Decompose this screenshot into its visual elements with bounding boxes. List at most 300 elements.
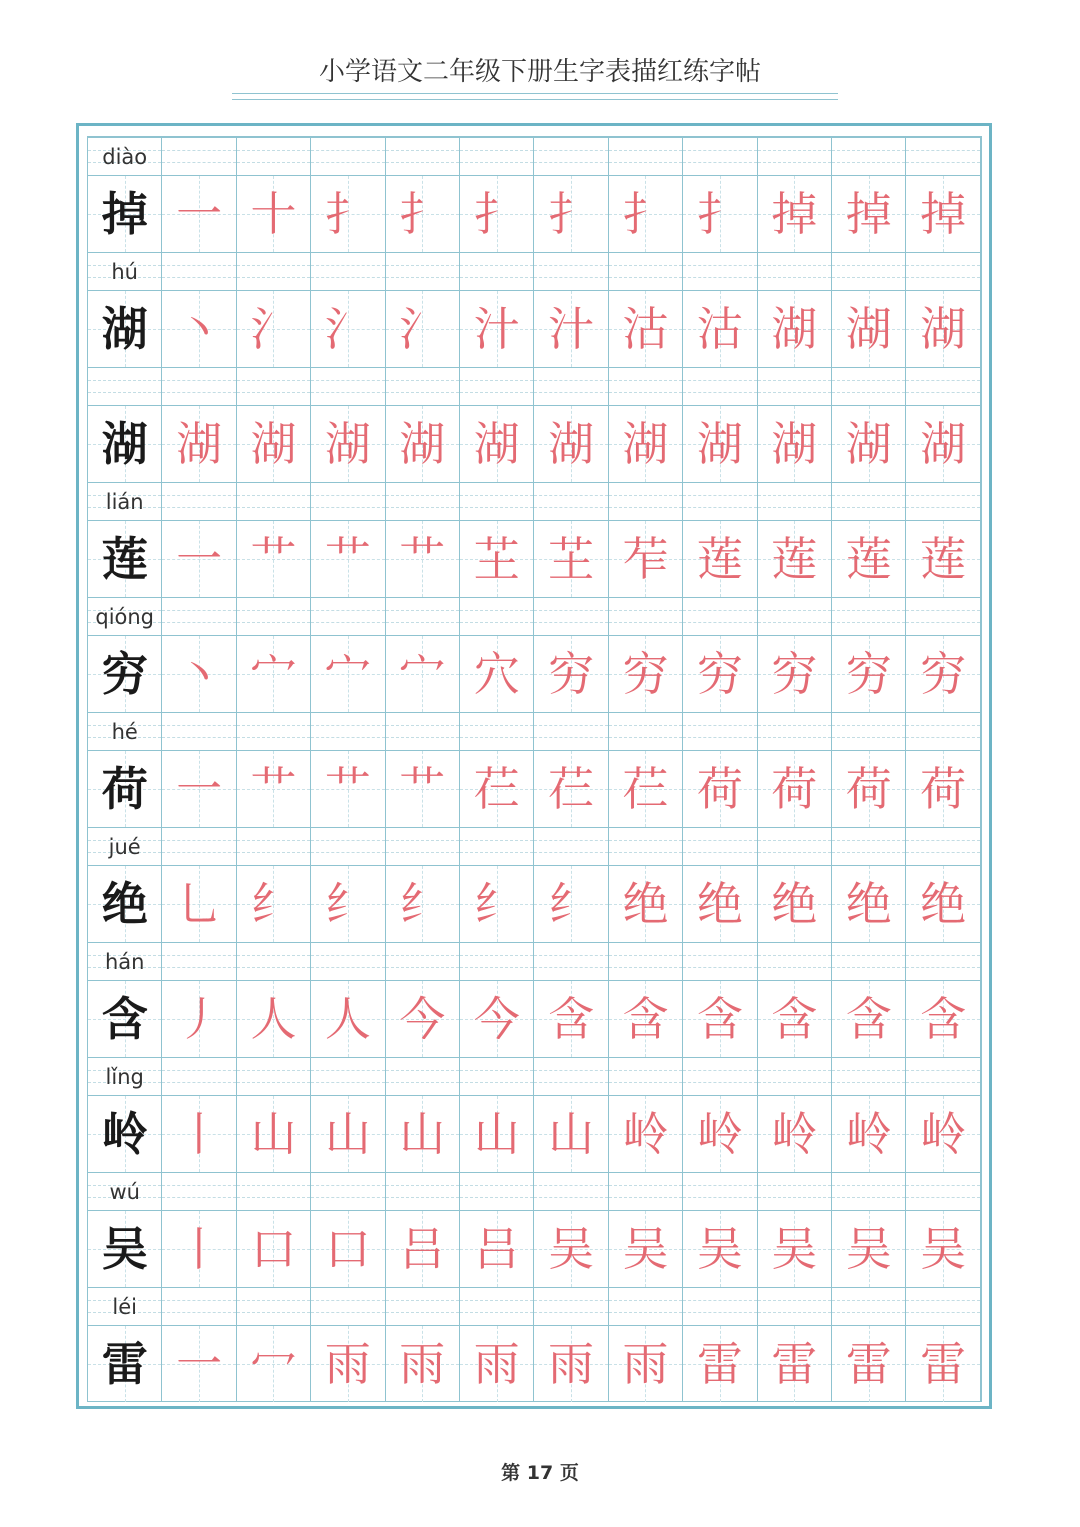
tracing-cell [237,1325,311,1402]
tracing-cell [237,405,311,482]
tracing-cell [832,750,906,827]
pinyin-guide-cell [534,252,608,290]
trace-character: 芢 [548,762,595,816]
trace-character: 山 [250,1107,297,1161]
pinyin-guide-cell [386,1287,460,1325]
practice-sheet [76,123,992,1409]
model-character-cell [88,980,162,1057]
trace-character: 吴 [622,1222,669,1276]
pinyin-label: hán [104,949,145,974]
trace-character: 雨 [548,1337,595,1391]
pinyin-guide-cell [534,1057,608,1095]
model-character-cell [88,1325,162,1402]
trace-character: 绝 [920,877,967,931]
pinyin-guide-cell [832,1172,906,1210]
trace-character: 湖 [548,417,595,471]
pinyin-guide-cell [311,827,385,865]
trace-character: 岭 [622,1107,669,1161]
pinyin-guide-cell [758,1057,832,1095]
tracing-cell [162,520,236,597]
trace-character: 纟 [399,877,446,931]
tracing-cell [534,1325,608,1402]
tracing-cell [609,865,683,942]
tracing-cell [162,865,236,942]
tracing-cell [386,290,460,367]
tracing-cell [237,290,311,367]
tracing-cell [832,520,906,597]
pinyin-guide-cell [683,137,757,175]
pinyin-guide-cell [162,1172,236,1210]
pinyin-guide-cell [906,942,980,980]
tracing-cell [460,520,534,597]
trace-character: 丶 [176,302,223,356]
tracing-cell [758,1095,832,1172]
tracing-cell [386,1210,460,1287]
model-character-cell [88,405,162,482]
tracing-cell [386,1325,460,1402]
pinyin-guide-cell [162,1057,236,1095]
pinyin-guide-cell [683,1057,757,1095]
trace-character: 荷 [920,762,967,816]
pinyin-cell [88,482,162,520]
pinyin-label: lǐng [105,1064,144,1089]
trace-character: 雨 [324,1337,371,1391]
trace-character: 吕 [473,1222,520,1276]
pinyin-row [88,597,981,635]
trace-character: 穷 [845,647,892,701]
pinyin-guide-cell [683,252,757,290]
trace-character: 乚 [176,877,223,931]
character-row [88,175,981,252]
pinyin-label: diào [102,144,148,169]
tracing-cell [386,1095,460,1172]
model-character: 含 [101,992,148,1046]
pinyin-guide-cell [237,597,311,635]
pinyin-guide-cell [534,712,608,750]
tracing-cell [237,635,311,712]
tracing-cell [386,405,460,482]
tracing-cell [162,635,236,712]
trace-character: 穷 [622,647,669,701]
pinyin-cell [88,597,162,635]
pinyin-guide-cell [609,1287,683,1325]
trace-character: 艹 [399,762,446,816]
tracing-cell [386,865,460,942]
tracing-cell [534,865,608,942]
pinyin-cell [88,252,162,290]
trace-character: 湖 [920,302,967,356]
pinyin-guide-cell [832,827,906,865]
pinyin-guide-cell [534,1287,608,1325]
trace-character: 纟 [324,877,371,931]
pinyin-guide-cell [683,1287,757,1325]
tracing-cell [311,865,385,942]
pinyin-guide-cell [311,1057,385,1095]
tracing-cell [832,290,906,367]
trace-character: 苲 [622,532,669,586]
trace-character: 雷 [696,1337,743,1391]
tracing-cell [906,750,980,827]
pinyin-guide-cell [758,712,832,750]
trace-character: 宀 [324,647,371,701]
trace-character: 芢 [473,762,520,816]
pinyin-guide-cell [386,712,460,750]
pinyin-guide-cell [758,597,832,635]
pinyin-guide-cell [906,1287,980,1325]
trace-character: 荷 [696,762,743,816]
pinyin-label: lián [105,489,144,514]
pinyin-guide-cell [386,942,460,980]
trace-character: 湖 [771,417,818,471]
trace-character: 扌 [622,187,669,241]
pinyin-guide-cell [758,137,832,175]
pinyin-guide-cell [237,1057,311,1095]
character-row [88,520,981,597]
tracing-cell [758,750,832,827]
pinyin-guide-cell [311,367,385,405]
tracing-cell [534,405,608,482]
pinyin-guide-cell [386,827,460,865]
trace-character: 绝 [845,877,892,931]
pinyin-guide-cell [460,1172,534,1210]
trace-character: 一 [176,762,223,816]
trace-character: 湖 [845,417,892,471]
trace-character: 吕 [399,1222,446,1276]
tracing-cell [609,175,683,252]
trace-character: 湖 [473,417,520,471]
trace-character: 芏 [473,532,520,586]
trace-character: 氵 [250,302,297,356]
trace-character: 丨 [176,1107,223,1161]
trace-character: 湖 [622,417,669,471]
tracing-cell [534,175,608,252]
tracing-cell [237,750,311,827]
pinyin-cell [88,1287,162,1325]
tracing-cell [534,750,608,827]
trace-character: 湖 [696,417,743,471]
model-character: 湖 [101,302,148,356]
tracing-cell [832,405,906,482]
tracing-cell [162,405,236,482]
tracing-cell [311,520,385,597]
tracing-cell [460,750,534,827]
model-character: 湖 [101,417,148,471]
pinyin-guide-cell [832,597,906,635]
tracing-cell [311,175,385,252]
tracing-cell [162,175,236,252]
tracing-cell [906,635,980,712]
trace-character: 岭 [920,1107,967,1161]
pinyin-row [88,1287,981,1325]
tracing-cell [162,1325,236,1402]
pinyin-guide-cell [758,827,832,865]
tracing-cell [683,1210,757,1287]
tracing-cell [758,980,832,1057]
model-character: 绝 [101,877,148,931]
pinyin-guide-cell [237,1287,311,1325]
tracing-cell [386,520,460,597]
trace-character: 吴 [696,1222,743,1276]
trace-character: 扌 [548,187,595,241]
trace-character: 含 [548,992,595,1046]
pinyin-row [88,252,981,290]
trace-character: 氵 [399,302,446,356]
title-underline [232,93,838,100]
pinyin-row [88,942,981,980]
tracing-cell [460,290,534,367]
trace-character: 莲 [920,532,967,586]
tracing-cell [609,1325,683,1402]
model-character-cell [88,520,162,597]
trace-character: 岭 [771,1107,818,1161]
trace-character: 穷 [548,647,595,701]
tracing-cell [758,520,832,597]
trace-character: 掉 [771,187,818,241]
trace-character: 口 [324,1222,371,1276]
tracing-cell [683,1325,757,1402]
pinyin-guide-cell [832,367,906,405]
model-character-cell [88,1210,162,1287]
pinyin-guide-cell [906,1057,980,1095]
pinyin-cell [88,1057,162,1095]
pinyin-guide-cell [609,827,683,865]
tracing-cell [906,175,980,252]
tracing-cell [683,1095,757,1172]
pinyin-guide-cell [534,482,608,520]
pinyin-guide-cell [609,482,683,520]
trace-character: 一 [176,1337,223,1391]
tracing-cell [534,635,608,712]
tracing-cell [460,1325,534,1402]
trace-character: 湖 [324,417,371,471]
tracing-cell [237,520,311,597]
tracing-cell [534,520,608,597]
pinyin-guide-cell [906,597,980,635]
pinyin-guide-cell [534,942,608,980]
trace-character: 穷 [771,647,818,701]
tracing-cell [683,635,757,712]
trace-character: 雨 [473,1337,520,1391]
pinyin-cell [88,367,162,405]
character-row [88,750,981,827]
tracing-cell [758,405,832,482]
pinyin-row [88,827,981,865]
pinyin-guide-cell [386,1057,460,1095]
trace-character: 雷 [771,1337,818,1391]
trace-character: 丶 [176,647,223,701]
trace-character: 艹 [399,532,446,586]
tracing-cell [311,1095,385,1172]
tracing-cell [534,290,608,367]
tracing-cell [609,1095,683,1172]
pinyin-guide-cell [386,137,460,175]
tracing-cell [460,1210,534,1287]
tracing-cell [237,1095,311,1172]
pinyin-guide-cell [758,942,832,980]
trace-character: 山 [548,1107,595,1161]
pinyin-guide-cell [534,1172,608,1210]
trace-character: 芏 [548,532,595,586]
trace-character: 湖 [250,417,297,471]
model-character: 掉 [101,187,148,241]
character-row [88,290,981,367]
pinyin-guide-cell [386,1172,460,1210]
model-character-cell [88,865,162,942]
pinyin-guide-cell [832,482,906,520]
trace-character: 雨 [399,1337,446,1391]
pinyin-guide-cell [534,367,608,405]
character-row [88,405,981,482]
trace-character: 湖 [771,302,818,356]
trace-character: 吴 [771,1222,818,1276]
pinyin-guide-cell [460,482,534,520]
trace-character: 雷 [845,1337,892,1391]
tracing-cell [609,980,683,1057]
trace-character: 艹 [250,532,297,586]
pinyin-guide-cell [460,367,534,405]
pinyin-guide-cell [906,1172,980,1210]
tracing-cell [311,405,385,482]
pinyin-guide-cell [534,597,608,635]
pinyin-guide-cell [609,597,683,635]
tracing-cell [609,1210,683,1287]
tracing-cell [460,1095,534,1172]
character-row [88,865,981,942]
pinyin-guide-cell [758,1287,832,1325]
pinyin-guide-cell [683,827,757,865]
trace-character: 口 [250,1222,297,1276]
pinyin-guide-cell [237,712,311,750]
tracing-cell [460,405,534,482]
tracing-cell [832,980,906,1057]
pinyin-guide-cell [906,827,980,865]
tracing-cell [311,980,385,1057]
pinyin-cell [88,712,162,750]
page-title: 小学语文二年级下册生字表描红练字帖 [318,57,761,87]
pinyin-guide-cell [906,137,980,175]
pinyin-guide-cell [311,137,385,175]
pinyin-guide-cell [683,597,757,635]
tracing-cell [237,865,311,942]
tracing-cell [609,405,683,482]
pinyin-guide-cell [758,252,832,290]
pinyin-guide-cell [311,1172,385,1210]
trace-character: 扌 [696,187,743,241]
tracing-cell [162,290,236,367]
pinyin-guide-cell [460,137,534,175]
trace-character: 山 [473,1107,520,1161]
trace-character: 穷 [696,647,743,701]
pinyin-guide-cell [237,942,311,980]
tracing-cell [832,1210,906,1287]
tracing-cell [386,635,460,712]
pinyin-guide-cell [832,942,906,980]
pinyin-guide-cell [906,712,980,750]
pinyin-guide-cell [609,367,683,405]
tracing-cell [609,290,683,367]
pinyin-guide-cell [237,827,311,865]
trace-character: 冖 [250,1337,297,1391]
tracing-cell [758,1325,832,1402]
pinyin-guide-cell [162,137,236,175]
tracing-cell [386,750,460,827]
trace-character: 纟 [548,877,595,931]
pinyin-guide-cell [386,597,460,635]
trace-character: 莲 [845,532,892,586]
trace-character: 湖 [920,417,967,471]
pinyin-guide-cell [237,482,311,520]
pinyin-guide-cell [162,482,236,520]
tracing-cell [906,1095,980,1172]
trace-character: 纟 [473,877,520,931]
tracing-cell [237,1210,311,1287]
tracing-cell [311,290,385,367]
trace-character: 沽 [696,302,743,356]
pinyin-guide-cell [609,137,683,175]
pinyin-row [88,482,981,520]
trace-character: 穷 [920,647,967,701]
pinyin-guide-cell [311,1287,385,1325]
pinyin-guide-cell [162,597,236,635]
tracing-cell [832,635,906,712]
tracing-cell [311,1325,385,1402]
tracing-cell [460,635,534,712]
pinyin-guide-cell [162,367,236,405]
trace-character: 扌 [399,187,446,241]
trace-character: 汁 [548,302,595,356]
pinyin-guide-cell [683,1172,757,1210]
tracing-cell [609,520,683,597]
tracing-cell [683,750,757,827]
trace-character: 含 [622,992,669,1046]
pinyin-guide-cell [311,712,385,750]
trace-character: 艹 [324,762,371,816]
pinyin-guide-cell [683,942,757,980]
model-character-cell [88,635,162,712]
trace-character: 岭 [696,1107,743,1161]
tracing-cell [906,1325,980,1402]
pinyin-label [88,368,161,405]
tracing-cell [906,405,980,482]
model-character: 莲 [101,532,148,586]
trace-character: 吴 [920,1222,967,1276]
trace-character: 雨 [622,1337,669,1391]
pinyin-guide-cell [906,367,980,405]
trace-character: 含 [696,992,743,1046]
pinyin-guide-cell [906,252,980,290]
trace-character: 荷 [771,762,818,816]
pinyin-guide-cell [609,712,683,750]
pinyin-guide-cell [758,367,832,405]
tracing-cell [162,1210,236,1287]
character-row [88,980,981,1057]
pinyin-row [88,137,981,175]
character-row [88,1325,981,1402]
pinyin-guide-cell [832,1287,906,1325]
tracing-cell [162,750,236,827]
trace-character: 莲 [696,532,743,586]
tracing-cell [311,635,385,712]
tracing-cell [386,980,460,1057]
trace-character: 艹 [324,532,371,586]
trace-character: 芢 [622,762,669,816]
pinyin-guide-cell [609,252,683,290]
pinyin-guide-cell [237,1172,311,1210]
pinyin-row [88,367,981,405]
pinyin-guide-cell [460,827,534,865]
trace-character: 含 [920,992,967,1046]
tracing-cell [683,405,757,482]
